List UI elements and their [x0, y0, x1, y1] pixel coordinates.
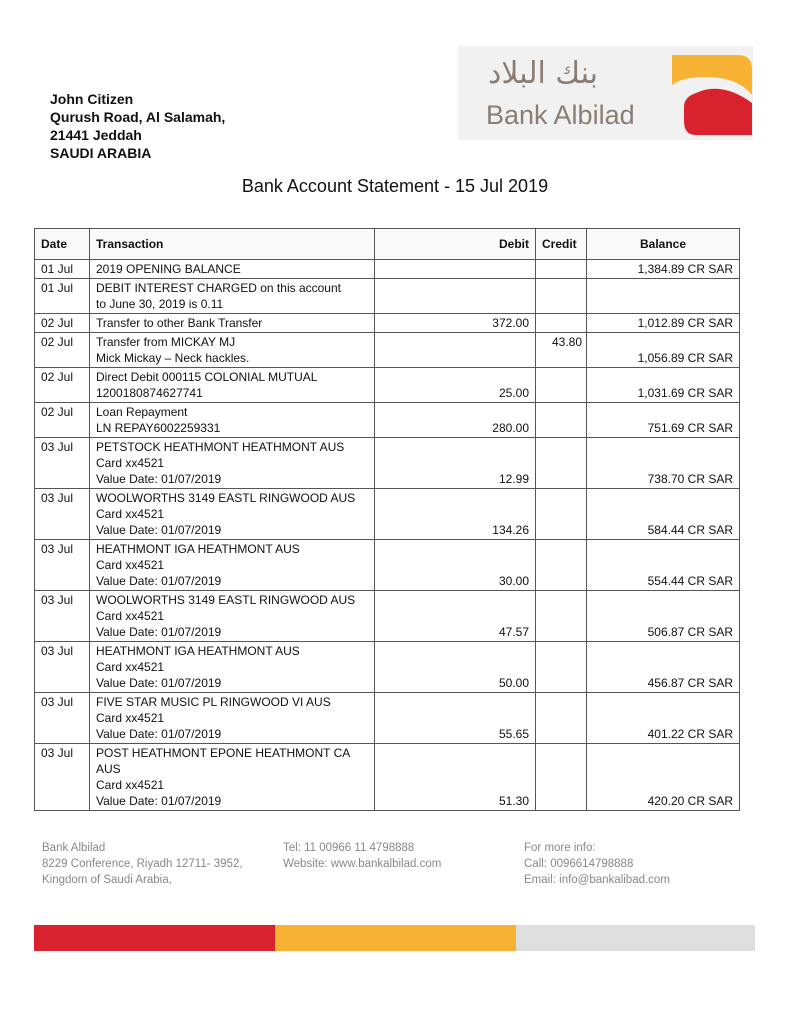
row-credit: [536, 314, 587, 333]
footer-contact: [283, 840, 441, 872]
row-transaction: [90, 260, 375, 279]
row-transaction: [90, 368, 375, 403]
row-credit: 43.80: [536, 333, 587, 368]
row-credit: [536, 438, 587, 489]
transaction-line: 2019 OPENING BALANCE: [96, 262, 241, 276]
customer-city: 21441 Jeddah: [50, 127, 142, 143]
table-row: [35, 591, 740, 642]
transaction-line: DEBIT INTEREST CHARGED on this account: [96, 281, 341, 295]
row-balance: 1,384.89 CR SAR: [587, 260, 740, 279]
row-debit: 25.00: [375, 368, 536, 403]
row-credit: [536, 403, 587, 438]
row-debit: 134.26: [375, 489, 536, 540]
bank-logo: [458, 46, 753, 140]
footer-bar-orange: [275, 925, 516, 951]
footer-info: [524, 840, 670, 888]
row-transaction: [90, 540, 375, 591]
customer-name: John Citizen: [50, 91, 134, 107]
row-credit: [536, 368, 587, 403]
row-debit: 55.65: [375, 693, 536, 744]
header-credit: Credit: [536, 229, 587, 260]
row-transaction: [90, 693, 375, 744]
row-date: 02 Jul: [35, 314, 90, 333]
row-credit: [536, 744, 587, 811]
table-row: [35, 403, 740, 438]
row-debit: [375, 279, 536, 314]
transaction-line: LN REPAY6002259331: [96, 421, 221, 435]
bank-logo-mark-icon: [668, 51, 754, 137]
row-transaction: [90, 279, 375, 314]
transaction-line: Value Date: 01/07/2019: [96, 676, 222, 690]
bank-name-arabic: بنك البلاد: [488, 56, 599, 91]
footer-address: [42, 840, 243, 888]
footer-country: Kingdom of Saudi Arabia,: [42, 874, 172, 886]
row-balance: 1,031.69 CR SAR: [587, 368, 740, 403]
row-date: 03 Jul: [35, 591, 90, 642]
row-transaction: [90, 314, 375, 333]
row-balance: 456.87 CR SAR: [587, 642, 740, 693]
row-date: 03 Jul: [35, 693, 90, 744]
row-debit: 30.00: [375, 540, 536, 591]
row-date: 01 Jul: [35, 260, 90, 279]
row-balance: 738.70 CR SAR: [587, 438, 740, 489]
table-row: [35, 642, 740, 693]
row-balance: 751.69 CR SAR: [587, 403, 740, 438]
row-debit: [375, 333, 536, 368]
row-date: 02 Jul: [35, 333, 90, 368]
table-row: [35, 333, 740, 368]
table-row: [35, 489, 740, 540]
table-row: [35, 438, 740, 489]
transaction-line: FIVE STAR MUSIC PL RINGWOOD VI AUS: [96, 695, 331, 709]
customer-street: Qurush Road, Al Salamah,: [50, 109, 226, 125]
footer-bank-name: Bank Albilad: [42, 842, 106, 854]
row-balance: 420.20 CR SAR: [587, 744, 740, 811]
transaction-line: Direct Debit 000115 COLONIAL MUTUAL: [96, 370, 318, 384]
row-date: 01 Jul: [35, 279, 90, 314]
transaction-line: Value Date: 01/07/2019: [96, 523, 222, 537]
row-credit: [536, 260, 587, 279]
row-transaction: [90, 642, 375, 693]
header-transaction: Transaction: [90, 229, 375, 260]
row-credit: [536, 693, 587, 744]
row-transaction: [90, 489, 375, 540]
row-date: 03 Jul: [35, 744, 90, 811]
customer-address: [50, 90, 225, 162]
footer-email: Email: info@bankalibad.com: [524, 874, 670, 886]
table-row: [35, 540, 740, 591]
transaction-line: HEATHMONT IGA HEATHMONT AUS: [96, 542, 300, 556]
row-credit: [536, 642, 587, 693]
transaction-line: Card xx4521: [96, 558, 165, 572]
row-date: 03 Jul: [35, 489, 90, 540]
header-date: Date: [35, 229, 90, 260]
table-row: [35, 260, 740, 279]
footer-bar-red: [34, 925, 275, 951]
bank-name-latin: Bank Albilad: [486, 100, 635, 130]
transaction-line: Card xx4521: [96, 660, 165, 674]
row-debit: 12.99: [375, 438, 536, 489]
row-balance: 584.44 CR SAR: [587, 489, 740, 540]
footer-bar-gray: [516, 925, 755, 951]
footer-info-title: For more info:: [524, 842, 596, 854]
row-debit: 372.00: [375, 314, 536, 333]
table-row: [35, 314, 740, 333]
transaction-line: 1200180874627741: [96, 386, 203, 400]
transaction-line: Value Date: 01/07/2019: [96, 727, 222, 741]
row-balance: 554.44 CR SAR: [587, 540, 740, 591]
transaction-line: Card xx4521: [96, 609, 165, 623]
table-header-row: [35, 229, 740, 260]
row-credit: [536, 540, 587, 591]
row-transaction: [90, 333, 375, 368]
footer-phone: Tel: 11 00966 11 4798888: [283, 842, 415, 854]
header-debit: Debit: [375, 229, 536, 260]
table-row: [35, 368, 740, 403]
transaction-line: Transfer to other Bank Transfer: [96, 316, 263, 330]
transaction-line: Card xx4521: [96, 778, 165, 792]
transaction-line: Card xx4521: [96, 711, 165, 725]
footer-call: Call: 0096614798888: [524, 858, 634, 870]
row-balance: 401.22 CR SAR: [587, 693, 740, 744]
transaction-line: Card xx4521: [96, 456, 165, 470]
transaction-line: AUS: [96, 762, 121, 776]
row-transaction: [90, 438, 375, 489]
footer-street: 8229 Conference, Riyadh 12711- 3952,: [42, 858, 243, 870]
row-date: 03 Jul: [35, 642, 90, 693]
table-row: [35, 279, 740, 314]
row-debit: 280.00: [375, 403, 536, 438]
row-date: 03 Jul: [35, 540, 90, 591]
transaction-line: Value Date: 01/07/2019: [96, 472, 222, 486]
row-credit: [536, 489, 587, 540]
row-transaction: [90, 403, 375, 438]
transaction-line: to June 30, 2019 is 0.11: [96, 297, 224, 311]
row-date: 02 Jul: [35, 403, 90, 438]
row-balance: [587, 279, 740, 314]
transactions-table: [34, 228, 740, 811]
row-credit: [536, 279, 587, 314]
row-transaction: [90, 744, 375, 811]
transaction-line: Mick Mickay – Neck hackles.: [96, 351, 250, 365]
row-date: 03 Jul: [35, 438, 90, 489]
statement-title: Bank Account Statement - 15 Jul 2019: [241, 176, 549, 196]
row-date: 02 Jul: [35, 368, 90, 403]
transaction-line: HEATHMONT IGA HEATHMONT AUS: [96, 644, 300, 658]
customer-country: SAUDI ARABIA: [50, 145, 152, 161]
header-balance: Balance: [587, 229, 740, 260]
transaction-line: Transfer from MICKAY MJ: [96, 335, 236, 349]
row-debit: 50.00: [375, 642, 536, 693]
transaction-line: Value Date: 01/07/2019: [96, 794, 222, 808]
row-balance: 506.87 CR SAR: [587, 591, 740, 642]
table-row: [35, 693, 740, 744]
row-debit: [375, 260, 536, 279]
row-transaction: [90, 591, 375, 642]
row-credit: [536, 591, 587, 642]
row-balance: 1,056.89 CR SAR: [587, 333, 740, 368]
row-balance: 1,012.89 CR SAR: [587, 314, 740, 333]
transaction-line: Loan Repayment: [96, 405, 188, 419]
row-debit: 47.57: [375, 591, 536, 642]
transaction-line: PETSTOCK HEATHMONT HEATHMONT AUS: [96, 440, 345, 454]
transaction-line: WOOLWORTHS 3149 EASTL RINGWOOD AUS: [96, 593, 356, 607]
row-debit: 51.30: [375, 744, 536, 811]
transaction-line: Value Date: 01/07/2019: [96, 625, 222, 639]
transaction-line: Value Date: 01/07/2019: [96, 574, 222, 588]
footer-website: Website: www.bankalbilad.com: [283, 858, 442, 870]
transaction-line: Card xx4521: [96, 507, 165, 521]
transaction-line: POST HEATHMONT EPONE HEATHMONT CA: [96, 746, 351, 760]
transaction-line: WOOLWORTHS 3149 EASTL RINGWOOD AUS: [96, 491, 356, 505]
table-row: [35, 744, 740, 811]
